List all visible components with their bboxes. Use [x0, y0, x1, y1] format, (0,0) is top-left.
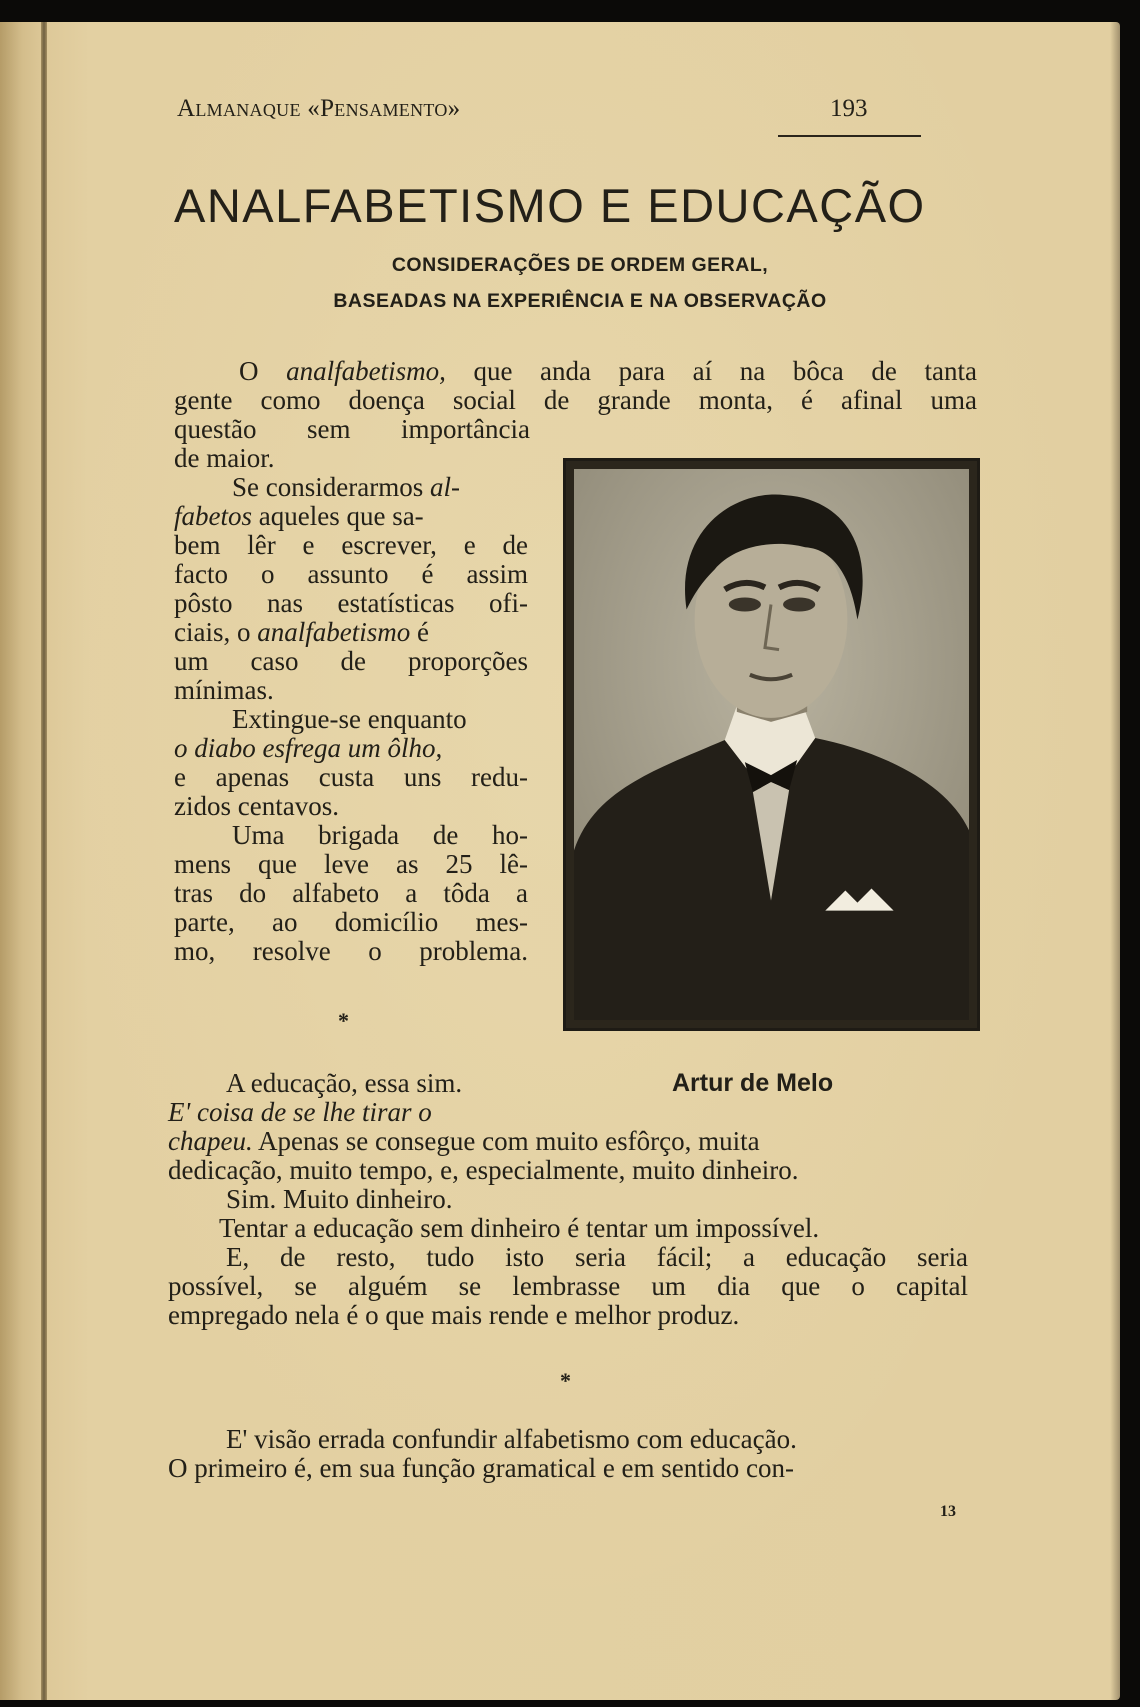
text-line-20: parte, ao domicílio mes- [174, 907, 528, 937]
text-line-9: pôsto nas estatísticas ofi- [174, 588, 528, 618]
text-line-13: Extingue-se enquanto [232, 704, 467, 734]
portrait-image [574, 469, 969, 1020]
text-line-2: gente como doença social de grande monta, é afinal uma [174, 385, 977, 415]
header-rule [778, 135, 921, 137]
text-line-3: questão sem importância [174, 414, 530, 444]
page-gutter [41, 22, 47, 1700]
section-separator-1: * [338, 1008, 349, 1033]
article-title: ANALFABETISMO E EDUCAÇÃO [174, 179, 926, 232]
text-line-1: O analfabetismo, que anda para aí na bôca de tanta [239, 356, 977, 386]
text-line-8: facto o assunto é assim [174, 559, 528, 589]
text-line-17: Uma brigada de ho- [232, 820, 528, 850]
text-line-31: E' visão errada confundir alfabetismo com educação. [226, 1424, 797, 1454]
text-line-11: um caso de proporções [174, 646, 528, 676]
text-line-14: o diabo esfrega um ôlho, [174, 733, 443, 763]
text-line-16: zidos centavos. [174, 791, 339, 821]
section-separator-2: * [560, 1368, 571, 1393]
printer-signature-mark: 13 [940, 1503, 956, 1520]
text-line-12: mínimas. [174, 675, 274, 705]
article-subtitle-line-1: CONSIDERAÇÕES DE ORDEM GERAL, [391, 254, 769, 276]
text-line-21: mo, resolve o problema. [174, 936, 528, 966]
text-line-10: ciais, o analfabetismo é [174, 617, 429, 647]
text-line-28: E, de resto, tudo isto seria fácil; a educação seria [226, 1242, 968, 1272]
text-line-7: bem lêr e escrever, e de [174, 530, 528, 560]
portrait-illustration [574, 469, 969, 1020]
text-line-18: mens que leve as 25 lê- [174, 849, 528, 879]
text-line-6: fabetos aqueles que sa- [174, 501, 424, 531]
text-line-22: A educação, essa sim. [226, 1068, 463, 1098]
text-line-25: dedicação, muito tempo, e, especialmente, muito dinheiro. [168, 1155, 799, 1185]
running-title: Almanaque «Pensamento» [177, 95, 461, 122]
text-line-30: empregado nela é o que mais rende e melhor produz. [168, 1300, 740, 1330]
text-line-26: Sim. Muito dinheiro. [226, 1184, 453, 1214]
article-subtitle-line-2: BASEADAS NA EXPERIÊNCIA E NA OBSERVAÇÃO [333, 290, 827, 312]
text-line-4: de maior. [174, 443, 275, 473]
text-line-27: Tentar a educação sem dinheiro é tentar um impossível. [219, 1213, 820, 1243]
text-line-19: tras do alfabeto a tôda a [174, 878, 528, 908]
text-line-32: O primeiro é, em sua função gramatical e em sentido con- [168, 1453, 795, 1483]
photo-caption: Artur de Melo [672, 1069, 834, 1097]
text-line-29: possível, se alguém se lembrasse um dia que o capital [168, 1271, 968, 1301]
text-line-24: chapeu. Apenas se consegue com muito esfôrço, muita [168, 1126, 760, 1156]
text-line-23: E' coisa de se lhe tirar o [168, 1097, 432, 1127]
portrait-photo [563, 458, 980, 1031]
page-edge-shadow [1110, 22, 1120, 1700]
text-line-15: e apenas custa uns redu- [174, 762, 528, 792]
text-line-5: Se considerarmos al- [232, 472, 460, 502]
page-number: 193 [830, 95, 868, 122]
